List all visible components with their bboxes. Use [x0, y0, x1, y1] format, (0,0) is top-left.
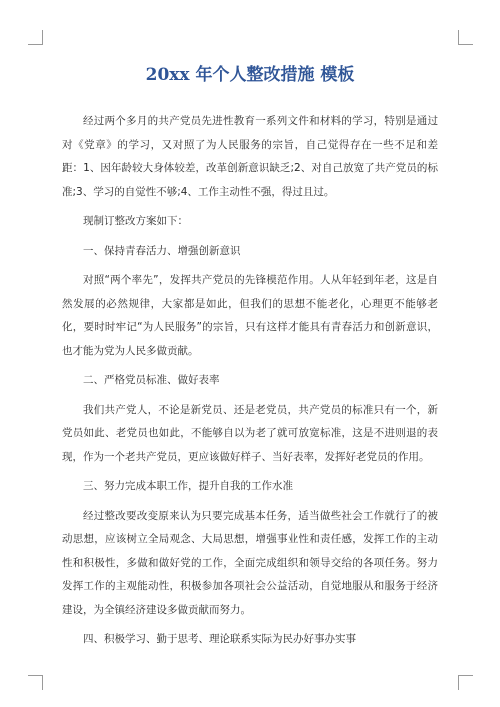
page-corner-mark-bottom-left: [28, 675, 43, 690]
section-heading-1: 一、保持青春活力、增强创新意识: [83, 244, 241, 257]
section-body-2: 我们共产党人，不论是新党员、还是老党员，共产党员的标准只有一个，新党员如此、老党员也如此，不能够自以为老了就可放宽标准，这是不进则退的表现，作为一个老共产党员，更应该做好样子、当好表率，发挥好老党员的作用。: [62, 403, 438, 463]
page-corner-mark-top-left: [28, 30, 43, 45]
document-title-year: 20xx: [145, 65, 190, 85]
section-body-1: 对照“两个率先”，发挥共产党员的先锋模范作用。人从年轻到年老，这是自然发展的必然规律，大家都是如此，但我们的思想不能老化，心理更不能够老化，要时时牢记“为人民服务”的宗旨，只有这样才能具有青春活力和创新意识，也才能为党为人民多做贡献。: [62, 274, 438, 357]
intro-paragraph: 经过两个多月的共产党员先进性教育一系列文件和材料的学习，特别是通过对《党章》的学习，又对照了为人民服务的宗旨，自己觉得存在一些不足和差距：1、因年龄较大身体较差，改革创新意识缺乏;2、对自己放宽了共产党员的标准;3、学习的自觉性不够;4、工作主动性不强，得过且过。: [62, 115, 438, 198]
section-heading-2: 二、严格党员标准、做好表率: [83, 374, 220, 386]
page-corner-mark-bottom-right: [458, 675, 473, 690]
section-heading-3: 三、努力完成本职工作，提升自我的工作水准: [83, 480, 293, 492]
document-title-text: 年个人整改措施 模板: [189, 65, 355, 85]
document-title: [0, 60, 500, 85]
page-corner-mark-top-right: [458, 30, 473, 45]
section-body-3: 经过整改要改变原来认为只要完成基本任务，适当做些社会工作就行了的被动思想，应该树立全局观念、大局思想，增强事业性和责任感，发挥工作的主动性和积极性，多做和做好党的工作，全面完成组织和领导交给的各项任务。努力发挥工作的主观能动性，积极参加各项社会公益活动，自觉地服从和服务于经济建设，为全镇经济建设多做贡献而努力。: [62, 509, 438, 616]
plan-intro: 现制订整改方案如下：: [83, 215, 188, 227]
document-body: [62, 110, 438, 658]
section-heading-4: 四、积极学习、勤于思考、理论联系实际为民办好事办实事: [83, 633, 356, 645]
